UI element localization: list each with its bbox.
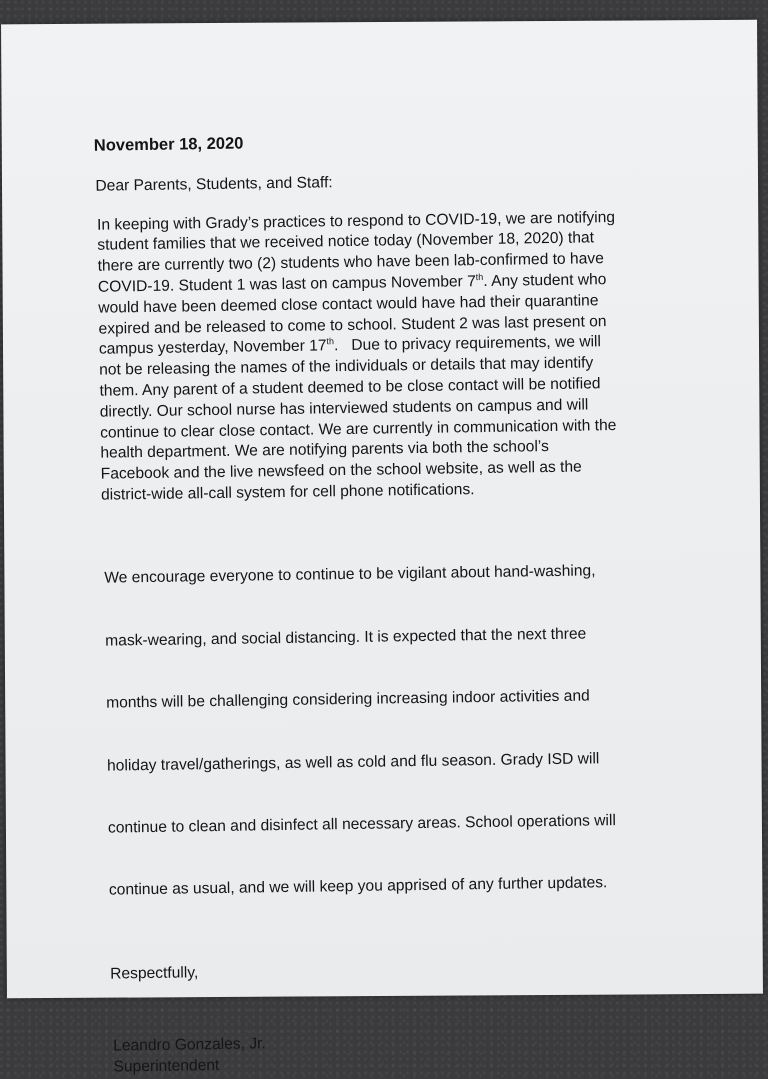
ordinal-suffix: th [326, 336, 335, 347]
text-line: We encourage everyone to continue to be vigilant about hand-washing, [104, 562, 596, 587]
text-line: continue to clear close contact. We are currently in communication with the [99, 416, 617, 442]
text-line: directly. Our school nurse has interviewed students on campus and will [99, 396, 589, 421]
signer-title: Superintendent [113, 1057, 220, 1076]
text-line: mask-wearing, and social distancing. It is expected that the next three [105, 625, 587, 650]
paragraph-notification [97, 207, 687, 507]
salutation: Dear Parents, Students, and Staff: [95, 173, 333, 195]
text-line: student families that we received notice today (November 18, 2020) that [97, 229, 595, 255]
text-line: months will be challenging considering increasing indoor activities and [106, 687, 590, 712]
text-line: expired and be released to come to school. Student 2 was last present on [98, 312, 607, 338]
closing: Respectfully, [110, 963, 199, 983]
text-line: would have been deemed close contact would have had their quarantine [98, 292, 599, 317]
text-line: continue to clean and disinfect all necessary areas. School operations will [107, 811, 617, 837]
letter-body [92, 127, 696, 1079]
text-line: health department. We are notifying parents via both the school’s [100, 438, 549, 463]
text-line: them. Any parent of a student deemed to be close contact will be notified [99, 375, 601, 400]
text-line: holiday travel/gatherings, as well as cold and flu season. Grady ISD will [106, 749, 600, 775]
ordinal-suffix: th [475, 271, 484, 283]
text-line: district-wide all-call system for cell phone notifications. [100, 481, 475, 504]
text-segment: . Any student who [483, 271, 607, 290]
text-line: continue as usual, and we will keep you apprised of any further updates. [108, 874, 608, 899]
text-segment: COVID-19. Student 1 was last on campus November 7 [97, 273, 476, 296]
text-line: In keeping with Grady’s practices to respond to COVID-19, we are notifying [96, 208, 616, 234]
paragraph-encouragement [104, 519, 694, 944]
text-line: Facebook and the live newsfeed on the school website, as well as the [100, 458, 582, 483]
text-line: there are currently two (2) students who have been lab-confirmed to have [97, 250, 604, 275]
paper-sheet [1, 20, 763, 1076]
text-segment: campus yesterday, November 17 [98, 337, 327, 359]
text-line: not be releasing the names of the individuals or details that may identify [99, 354, 594, 379]
letter-date: November 18, 2020 [93, 134, 244, 155]
text-segment: . Due to privacy requirements, we will [333, 333, 602, 355]
signer-name: Leandro Gonzales, Jr. [113, 1035, 266, 1056]
